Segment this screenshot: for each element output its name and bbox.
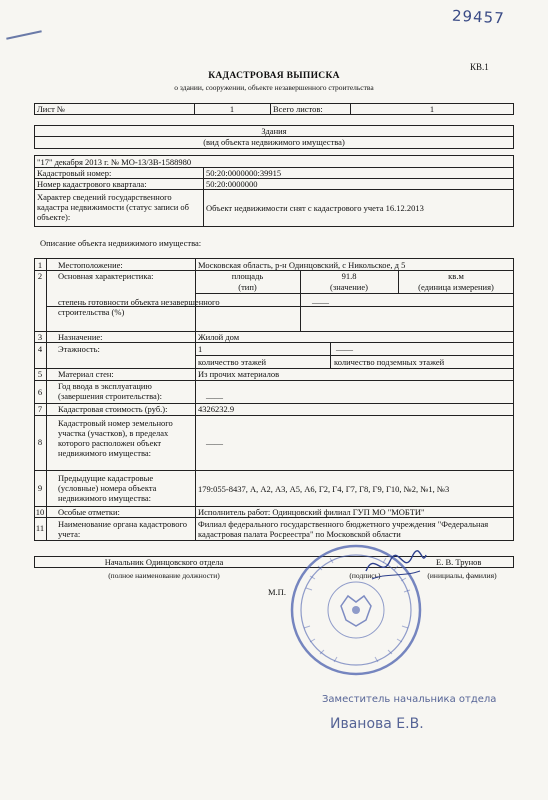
- characteristic-unit: кв.м: [448, 271, 464, 281]
- row-number: 11: [35, 523, 45, 533]
- land-plot-label: Кадастровый номер земельного участка (участков), в пределах которого расположен объект недвижимого имущества:: [58, 418, 173, 458]
- characteristic-value: 91.8: [341, 271, 357, 281]
- object-type-caption: (вид объекта недвижимого имущества): [203, 137, 345, 147]
- special-notes-value: Исполнитель работ: Одинцовский филиал ГУП МО "МОБТИ": [198, 507, 425, 517]
- floors-value: 1: [198, 344, 203, 354]
- signature-caption: (подпись): [349, 571, 381, 580]
- underground-caption: количество подземных этажей: [334, 357, 445, 367]
- readiness-label: степень готовности объекта незавершенного строительства (%): [58, 297, 220, 317]
- characteristic-unit-caption: (единица измерения): [418, 282, 494, 292]
- stamp-place: М.П.: [268, 587, 286, 597]
- signer-name: Е. В. Трунов: [436, 557, 482, 567]
- cost-label: Кадастровая стоимость (руб.):: [58, 404, 168, 414]
- row-number: 5: [37, 369, 43, 379]
- deputy-stamp-line1: Заместитель начальника отдела: [322, 694, 497, 705]
- floors-caption: количество этажей: [198, 357, 267, 367]
- pen-mark: [6, 30, 42, 39]
- walls-value: Из прочих материалов: [198, 369, 280, 379]
- row-number: 9: [37, 483, 43, 493]
- cost-value: 4326232.9: [198, 404, 235, 414]
- year-value: ——: [206, 392, 223, 402]
- handwritten-signature: [360, 545, 430, 585]
- cadastral-number-label: Кадастровый номер:: [37, 168, 112, 178]
- main-characteristic-label: Основная характеристика:: [58, 271, 154, 281]
- previous-numbers-value: 179:055-8437, А, А2, А3, А5, А6, Г2, Г4, Г7, Г8, Г9, Г10, №2, №1, №3: [198, 484, 450, 494]
- sheet-label: Лист №: [37, 104, 66, 114]
- position-caption: (полное наименование должности): [108, 571, 220, 580]
- document-subtitle: о здании, сооружении, объекте незавершенного строительства: [174, 83, 374, 92]
- total-sheets-value: 1: [429, 104, 435, 114]
- row-number: 2: [37, 271, 43, 281]
- location-value: Московская область, р-н Одинцовский, с Никольское, д 5: [198, 260, 406, 270]
- document-title: КАДАСТРОВАЯ ВЫПИСКА: [208, 71, 340, 81]
- walls-label: Материал стен:: [58, 369, 114, 379]
- row-number: 10: [35, 507, 45, 517]
- land-plot-value: ——: [206, 438, 223, 448]
- status-value: Объект недвижимости снят с кадастрового учета 16.12.2013: [206, 203, 424, 213]
- total-sheets-label: Всего листов:: [273, 104, 323, 114]
- purpose-value: Жилой дом: [198, 332, 240, 342]
- row-number: 1: [37, 260, 43, 270]
- quarter-label: Номер кадастрового квартала:: [37, 179, 147, 189]
- sheet-number: 1: [229, 104, 235, 114]
- object-type: Здания: [261, 126, 287, 136]
- row-number: 8: [37, 437, 43, 447]
- row-number: 6: [37, 387, 43, 397]
- readiness-value: ——: [312, 297, 329, 307]
- cadastral-number-value: 50:20:0000000:39915: [206, 168, 282, 178]
- previous-numbers-label: Предыдущие кадастровые (условные) номера объекта недвижимого имущества:: [58, 473, 157, 503]
- purpose-label: Назначение:: [58, 332, 103, 342]
- row-number: 7: [37, 404, 43, 414]
- row-number: 4: [37, 344, 43, 354]
- signer-position: Начальник Одинцовского отдела: [104, 557, 224, 567]
- year-label: Год ввода в эксплуатацию (завершения строительства):: [58, 381, 162, 401]
- floors-label: Этажность:: [58, 344, 100, 354]
- characteristic-type-caption: (тип): [238, 282, 257, 292]
- handwritten-number: 29457: [451, 6, 506, 28]
- location-label: Местоположение:: [58, 260, 123, 270]
- deputy-stamp-line2: Иванова Е.В.: [330, 716, 424, 732]
- special-notes-label: Особые отметки:: [58, 507, 120, 517]
- description-title: Описание объекта недвижимого имущества:: [40, 238, 202, 248]
- form-code: КВ.1: [470, 62, 489, 72]
- status-label: Характер сведений государственного кадастра недвижимости (статус записи об объекте):: [37, 192, 189, 222]
- row-number: 3: [37, 332, 43, 342]
- name-caption: (инициалы, фамилия): [427, 571, 497, 580]
- date-number: "17" декабря 2013 г. № МО-13/3В-1588980: [37, 157, 192, 167]
- registration-body-value: Филиал федерального государственного бюджетного учреждения "Федеральная кадастровая палата Росреестра" по Московской области: [198, 519, 489, 539]
- characteristic-value-caption: (значение): [330, 282, 368, 292]
- underground-value: ——: [336, 344, 353, 354]
- characteristic-type: площадь: [231, 271, 264, 281]
- registration-body-label: Наименование органа кадастрового учета:: [58, 519, 187, 539]
- quarter-value: 50:20:0000000: [206, 179, 258, 189]
